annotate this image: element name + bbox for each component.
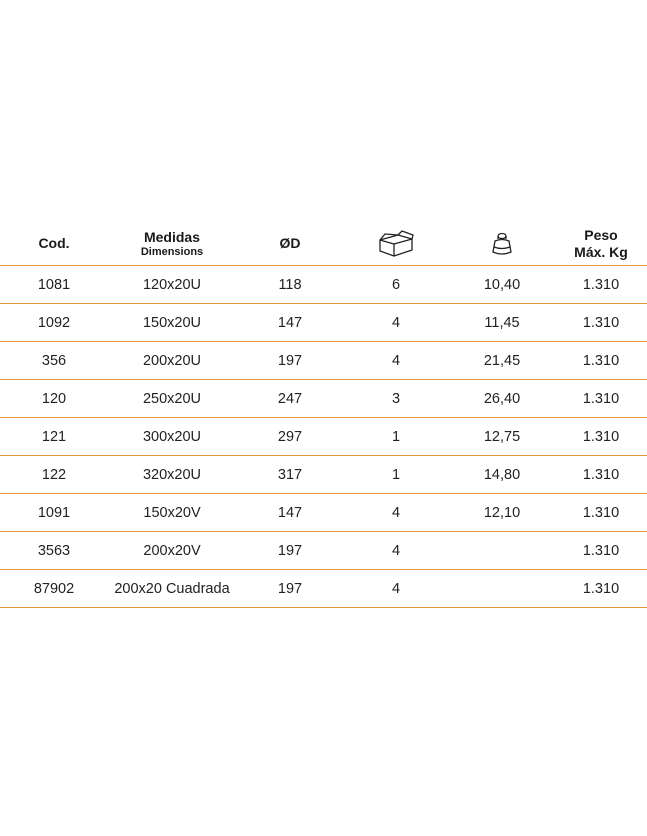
cell-cod: 87902 [33,580,75,597]
weight-icon [490,231,514,257]
cell-box: 4 [391,352,401,369]
header-peso-line1: Peso [584,226,618,243]
cell-weight: 11,45 [484,314,520,331]
table-row [0,532,647,570]
product-table [0,222,647,608]
header-peso [552,222,647,265]
cell-diameter: 197 [277,542,303,559]
cell-diameter: 317 [277,466,303,483]
box-icon [377,229,415,259]
header-cod-label: Cod. [38,235,70,251]
table-row [0,494,647,532]
table-row [0,266,647,304]
cell-cod: 122 [41,466,67,483]
cell-peso: 1.310 [582,314,620,331]
header-cod [4,222,104,265]
table-row [0,570,647,608]
header-diameter-label: ØD [279,235,301,251]
cell-box: 4 [391,580,401,597]
header-medidas [104,222,240,265]
cell-cod: 356 [41,352,67,369]
cell-box: 6 [391,276,401,293]
cell-diameter: 197 [277,580,303,597]
table-row [0,342,647,380]
table-row [0,456,647,494]
cell-box: 3 [391,390,401,407]
cell-cod: 1081 [37,276,71,293]
header-dimensions-label: Dimensions [140,245,204,258]
cell-medidas: 300x20U [142,428,202,445]
cell-cod: 120 [41,390,67,407]
cell-peso: 1.310 [582,276,620,293]
cell-medidas: 320x20U [142,466,202,483]
cell-weight: 21,45 [483,352,521,369]
cell-peso: 1.310 [582,352,620,369]
cell-peso: 1.310 [582,466,620,483]
table-row [0,380,647,418]
table-row [0,304,647,342]
table-header [0,222,647,266]
cell-medidas: 120x20U [142,276,202,293]
cell-peso: 1.310 [582,390,620,407]
cell-box: 1 [391,428,401,445]
cell-peso: 1.310 [582,428,620,445]
header-diameter [240,222,340,265]
table-body [0,266,647,608]
cell-weight: 26,40 [483,390,521,407]
cell-weight: 14,80 [483,466,521,483]
cell-diameter: 118 [278,276,302,293]
cell-weight [452,570,552,607]
cell-box: 4 [391,314,401,331]
cell-weight: 12,10 [483,504,521,521]
cell-medidas: 200x20V [143,542,201,559]
cell-box: 4 [391,504,401,521]
cell-medidas: 200x20 Cuadrada [114,580,230,597]
cell-peso: 1.310 [582,580,620,597]
cell-weight [452,532,552,569]
cell-medidas: 250x20U [142,390,202,407]
cell-box: 4 [391,542,401,559]
cell-medidas: 150x20U [142,314,202,331]
table-row [0,418,647,456]
cell-box: 1 [391,466,401,483]
cell-medidas: 200x20U [142,352,202,369]
cell-diameter: 197 [277,352,303,369]
cell-peso: 1.310 [582,542,620,559]
cell-diameter: 297 [277,428,303,445]
cell-diameter: 147 [277,504,303,521]
cell-medidas: 150x20V [143,504,201,521]
cell-peso: 1.310 [582,504,620,521]
cell-diameter: 147 [277,314,303,331]
cell-cod: 121 [41,428,67,445]
cell-cod: 3563 [37,542,71,559]
header-weight [452,222,552,265]
cell-cod: 1092 [37,314,71,331]
header-box [340,222,452,265]
cell-weight: 12,75 [483,428,521,445]
header-medidas-label: Medidas [143,228,200,245]
header-peso-line2: Máx. Kg [574,243,628,260]
cell-weight: 10,40 [483,276,521,293]
cell-diameter: 247 [277,390,303,407]
cell-cod: 1091 [37,504,71,521]
